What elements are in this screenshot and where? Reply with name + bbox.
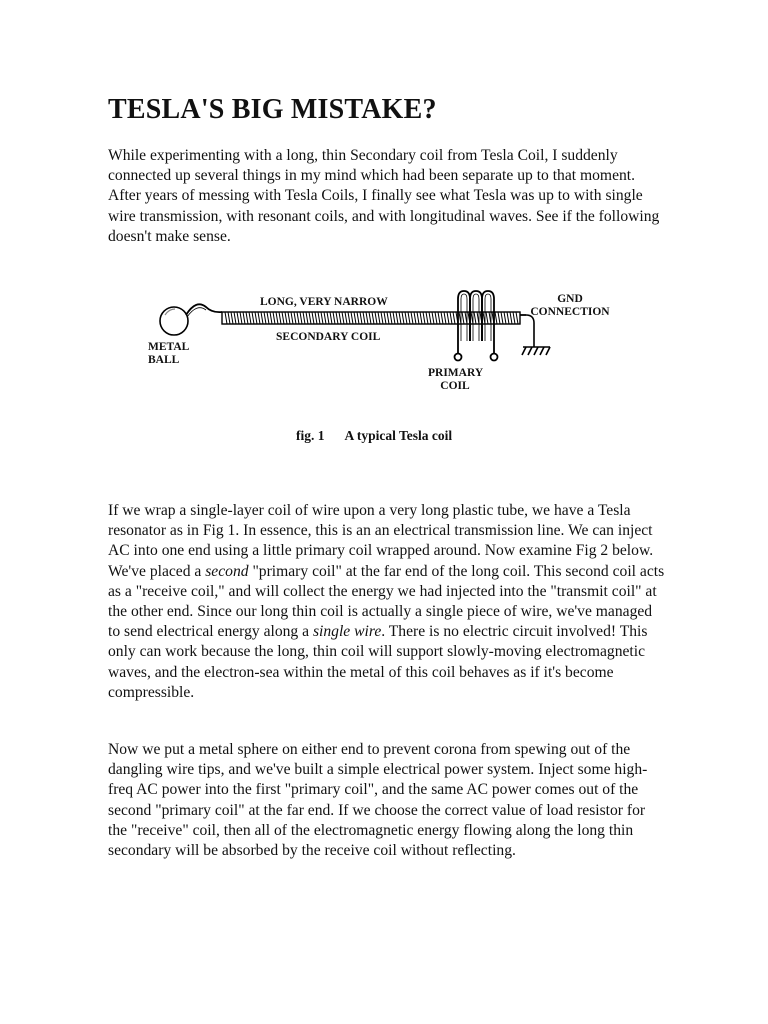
tesla-coil-figure	[140, 285, 620, 405]
p2-text-2: "primary coil" at the far end of the long coil. This second coil acts as a "receive coil," and will collect the energy we had injected into the "transmit coil" at the other end. Since our long thin coil is actually a single piece of wire, we've managed to send electrical energy along a	[108, 562, 665, 641]
p2-emphasis-single-wire: single wire	[312, 623, 382, 641]
caption-text: A typical Tesla coil	[344, 428, 453, 443]
page-title: TESLA'S BIG MISTAKE?	[108, 94, 437, 125]
ball-lead-wire-icon	[186, 304, 222, 315]
body-paragraph-2	[108, 501, 668, 703]
caption-number: fig. 1	[296, 428, 325, 443]
ground-connection-icon	[520, 315, 550, 355]
label-long-very-narrow: LONG, VERY NARROW	[260, 296, 388, 308]
p2-text-1: If we wrap a single-layer coil of wire upon a very long plastic tube, we have a Tesla resonator as in Fig 1. In essence, this is an an electrical transmission line. We can inject AC into one end using a little primary coil wrapped around. Now examine Fig 2 below. We've placed a	[108, 502, 654, 580]
secondary-coil-icon	[222, 312, 520, 324]
p2-emphasis-second: second	[205, 562, 249, 580]
label-ball-line2: BALL	[148, 354, 180, 366]
p2-text-3: . There is no electric circuit involved! This only can work because the long, thin coil will support slowly-moving electromagnetic waves, and the electron-sea within the metal of this coil behaves as if it's become compressible.	[108, 623, 648, 701]
label-secondary-coil: SECONDARY COIL	[276, 331, 381, 343]
label-primary-line2: COIL	[440, 380, 470, 392]
label-gnd-line2: CONNECTION	[530, 306, 610, 318]
intro-paragraph: While experimenting with a long, thin Secondary coil from Tesla Coil, I suddenly connected up several things in my mind which had been separate up to that moment. After years of messing with Tesla Coils, I finally see what Tesla was up to with single wire transmission, with resonant coils, and with longitudinal waves. See if the following doesn't make sense.	[108, 147, 660, 245]
primary-coil-icon	[455, 291, 498, 361]
figure-caption	[296, 428, 452, 444]
label-metal-ball	[148, 341, 208, 367]
metal-ball-icon	[160, 307, 188, 335]
label-gnd-line1: GND	[557, 293, 583, 305]
label-primary-line1: PRIMARY	[428, 367, 484, 379]
body-paragraph-3: Now we put a metal sphere on either end to prevent corona from spewing out of the dangling wire tips, and we've built a simple electrical power system. Inject some high-freq AC power into the first "primary coil", and the same AC power comes out of the second "primary coil" at the far end. If we choose the correct value of load resistor for the "receive" coil, then all of the electromagnetic energy flowing along the long thin secondary will be absorbed by the receive coil without reflecting.	[108, 741, 648, 860]
label-ball-line1: METAL	[148, 341, 190, 353]
label-gnd-connection	[528, 293, 612, 319]
label-primary-coil	[428, 367, 482, 393]
